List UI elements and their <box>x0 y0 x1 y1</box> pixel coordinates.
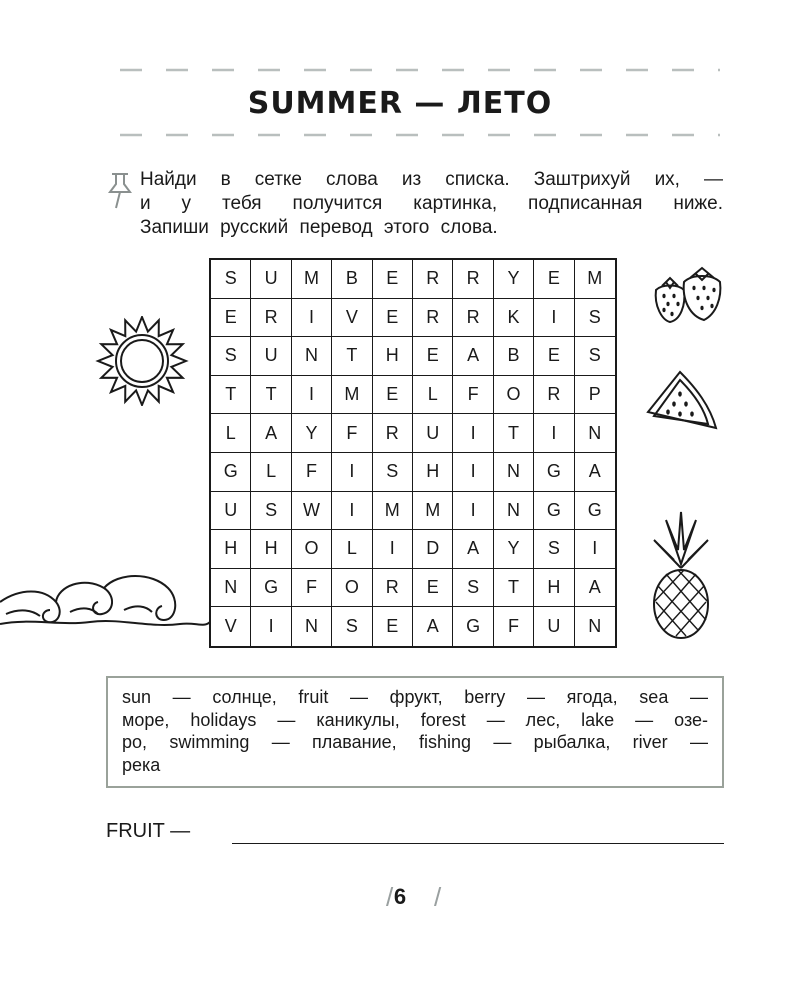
grid-cell[interactable]: I <box>332 492 372 531</box>
grid-cell[interactable]: I <box>251 607 291 646</box>
grid-cell[interactable]: R <box>534 376 574 415</box>
grid-cell[interactable]: E <box>413 337 453 376</box>
page-number: 6 <box>393 884 407 909</box>
word-list-line: река <box>122 754 161 775</box>
strawberries-icon <box>648 262 728 329</box>
grid-cell[interactable]: F <box>494 607 534 646</box>
grid-cell[interactable]: M <box>373 492 413 531</box>
grid-cell[interactable]: G <box>251 569 291 608</box>
grid-cell[interactable]: G <box>575 492 615 531</box>
grid-cell[interactable]: U <box>413 414 453 453</box>
bottom-dashes <box>120 133 720 137</box>
grid-cell[interactable]: M <box>575 260 615 299</box>
grid-cell[interactable]: S <box>534 530 574 569</box>
grid-cell[interactable]: V <box>332 299 372 338</box>
grid-cell[interactable]: I <box>534 299 574 338</box>
grid-cell[interactable]: K <box>494 299 534 338</box>
grid-cell[interactable]: T <box>494 414 534 453</box>
grid-cell[interactable]: I <box>453 453 493 492</box>
grid-cell[interactable]: S <box>251 492 291 531</box>
grid-cell[interactable]: A <box>575 453 615 492</box>
grid-cell[interactable]: N <box>588 616 602 637</box>
grid-cell[interactable]: T <box>211 376 251 415</box>
grid-cell[interactable]: Y <box>494 530 534 569</box>
grid-cell[interactable]: N <box>575 414 615 453</box>
grid-cell[interactable]: S <box>453 569 493 608</box>
grid-cell[interactable]: S <box>332 607 372 646</box>
grid-cell[interactable]: A <box>413 607 453 646</box>
page-slash-left: / <box>386 882 394 912</box>
grid-cell[interactable]: W <box>292 492 332 531</box>
grid-cell[interactable]: S <box>211 337 251 376</box>
grid-cell[interactable]: E <box>534 260 574 299</box>
instructions: Найди в сетке слова из списка. Заштрихуй их, — и у тебя получится картинка, подписанная ниже. Запиши русский перевод этого слова. <box>140 169 723 238</box>
grid-cell[interactable]: H <box>251 530 291 569</box>
grid-cell[interactable]: Y <box>494 260 534 299</box>
grid-cell[interactable]: I <box>534 414 574 453</box>
grid-cell[interactable]: M <box>292 260 332 299</box>
grid-cell[interactable]: R <box>373 414 413 453</box>
sun-icon <box>94 316 190 411</box>
grid-cell[interactable]: S <box>575 299 615 338</box>
grid-cell[interactable]: A <box>453 337 493 376</box>
grid-cell[interactable]: I <box>575 530 615 569</box>
grid-cell[interactable]: A <box>251 414 291 453</box>
answer-line[interactable] <box>232 843 724 844</box>
grid-cell[interactable]: L <box>251 453 291 492</box>
grid-cell[interactable]: G <box>453 607 493 646</box>
grid-cell[interactable]: R <box>413 260 453 299</box>
grid-cell[interactable]: N <box>292 607 332 646</box>
top-dashes <box>120 68 720 72</box>
word-list-line: ро, swimming — плавание, fishing — рыбалка, river — <box>122 732 708 752</box>
grid-cell[interactable]: F <box>292 569 332 608</box>
grid-cell[interactable]: I <box>292 376 332 415</box>
grid-cell[interactable]: U <box>251 337 291 376</box>
grid-cell[interactable]: N <box>211 569 251 608</box>
grid-cell[interactable]: P <box>575 376 615 415</box>
grid-cell[interactable]: A <box>453 530 493 569</box>
grid-cell[interactable]: A <box>575 569 615 608</box>
grid-cell[interactable]: N <box>494 492 534 531</box>
word-list-line: sun — солнце, fruit — фрукт, berry — ягода, sea — <box>122 687 708 707</box>
grid-cell[interactable]: I <box>332 453 372 492</box>
grid-cell[interactable]: H <box>373 337 413 376</box>
grid-cell[interactable]: T <box>494 569 534 608</box>
grid-cell[interactable]: F <box>453 376 493 415</box>
grid-cell[interactable]: U <box>534 607 574 646</box>
grid-cell[interactable]: E <box>373 376 413 415</box>
grid-cell[interactable]: R <box>413 299 453 338</box>
grid-cell[interactable]: D <box>413 530 453 569</box>
grid-cell[interactable]: R <box>251 299 291 338</box>
grid-cell[interactable]: N <box>292 337 332 376</box>
pushpin-icon <box>104 168 136 212</box>
grid-cell[interactable]: E <box>373 299 413 338</box>
grid-cell[interactable]: E <box>373 607 413 646</box>
grid-cell[interactable]: S <box>373 453 413 492</box>
grid-cell[interactable]: G <box>534 492 574 531</box>
grid-cell[interactable]: T <box>251 376 291 415</box>
grid-cell[interactable]: O <box>292 530 332 569</box>
grid-cell[interactable]: L <box>332 530 372 569</box>
grid-cell[interactable]: O <box>332 569 372 608</box>
grid-cell[interactable]: S <box>575 337 615 376</box>
grid-cell[interactable]: N <box>494 453 534 492</box>
word-list-line: море, holidays — каникулы, forest — лес, lake — озе- <box>122 709 708 730</box>
grid-cell[interactable]: R <box>373 569 413 608</box>
grid-cell[interactable]: Y <box>292 414 332 453</box>
grid-cell[interactable]: G <box>534 453 574 492</box>
answer-label: FRUIT — <box>106 820 191 842</box>
grid-cell[interactable]: F <box>292 453 332 492</box>
grid-cell[interactable]: H <box>413 453 453 492</box>
grid-cell[interactable]: E <box>373 260 413 299</box>
grid-cell[interactable]: L <box>413 376 453 415</box>
grid-cell[interactable]: E <box>534 337 574 376</box>
grid-cell[interactable]: U <box>251 260 291 299</box>
grid-cell[interactable]: H <box>211 530 251 569</box>
grid-cell[interactable]: E <box>211 299 251 338</box>
grid-cell[interactable]: V <box>211 607 251 646</box>
grid-cell[interactable]: I <box>373 530 413 569</box>
word-search-grid[interactable] <box>209 258 617 648</box>
grid-cell[interactable]: I <box>292 299 332 338</box>
grid-cell[interactable]: O <box>494 376 534 415</box>
grid-cell[interactable]: R <box>453 260 493 299</box>
grid-cell[interactable]: T <box>332 337 372 376</box>
page-title: SUMMER — ЛЕТО <box>247 86 553 121</box>
grid-cell[interactable]: I <box>453 492 493 531</box>
grid-cell[interactable]: U <box>211 492 251 531</box>
pineapple-icon <box>648 510 714 645</box>
grid-cell[interactable]: M <box>413 492 453 531</box>
grid-cell[interactable]: G <box>211 453 251 492</box>
grid-cell[interactable]: B <box>332 260 372 299</box>
grid-cell[interactable]: E <box>413 569 453 608</box>
grid-cell[interactable]: R <box>453 299 493 338</box>
grid-cell[interactable]: F <box>332 414 372 453</box>
grid-cell[interactable]: L <box>211 414 251 453</box>
word-list-box <box>106 676 724 788</box>
grid-cell[interactable]: M <box>332 376 372 415</box>
grid-cell[interactable]: H <box>534 569 574 608</box>
page-slash-right: / <box>434 882 442 912</box>
watermelon-slice-icon <box>644 368 720 439</box>
grid-cell[interactable]: S <box>211 260 251 299</box>
grid-cell[interactable]: I <box>453 414 493 453</box>
grid-cell[interactable]: B <box>494 337 534 376</box>
waves-icon <box>0 572 210 643</box>
